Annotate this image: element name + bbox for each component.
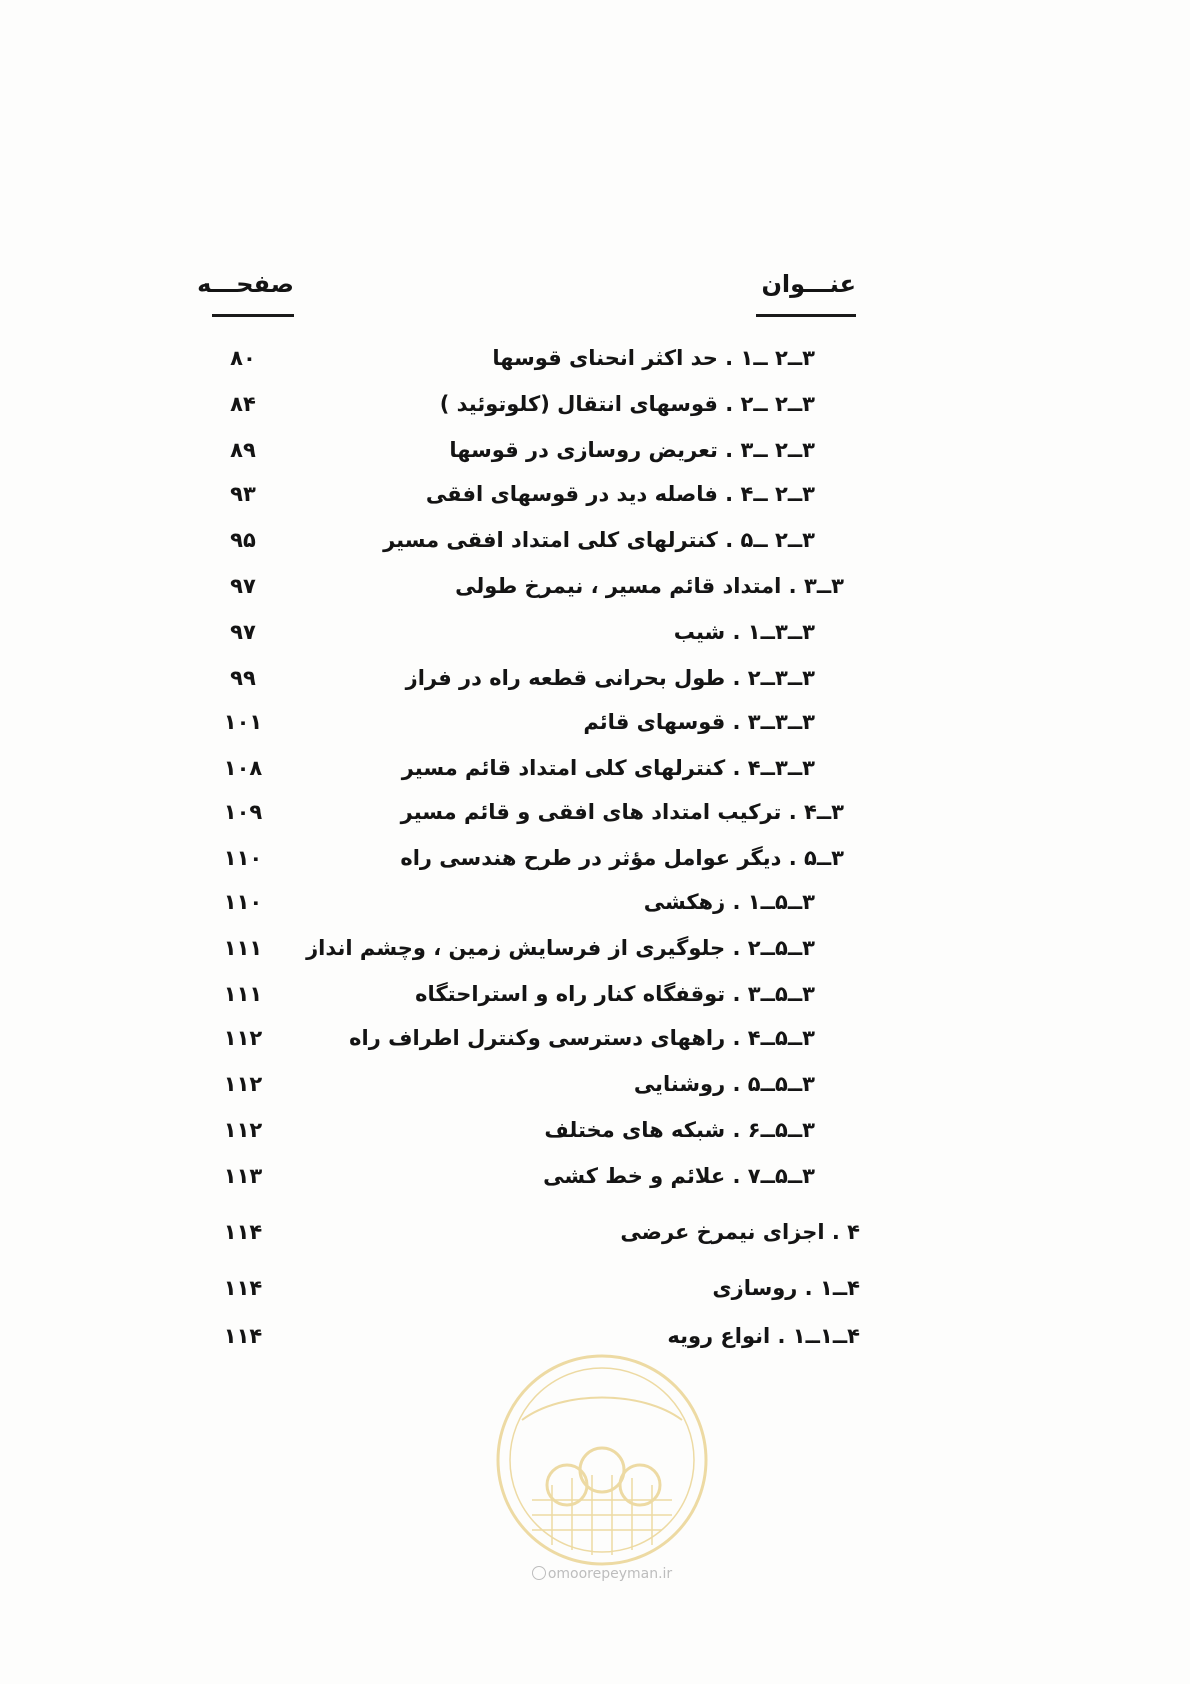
toc-page-number: ۱۱۳ [223,1164,263,1188]
at-icon [532,1566,546,1580]
toc-entry-title: ۳ــ۵ــ۵ . روشنایی [633,1072,815,1096]
toc-entry-title: ۳ــ۵ . دیگر عوامل مؤثر در طرح هندسی راه [400,846,844,870]
toc-entry-title: ۳ــ۳ــ۱ . شیب [673,620,815,644]
toc-entry-title: ۳ــ۳ . امتداد قائم مسیر ، نیمرخ طولی [455,574,844,598]
toc-page-number: ۹۹ [230,666,256,690]
toc-entry-title: ۳ــ۲ ــ۴ . فاصله دید در قوسهای افقی [425,482,815,506]
toc-page-number: ۱۱۴ [223,1220,263,1244]
toc-row [0,612,1190,652]
toc-page-number: ۱۱۲ [223,1026,263,1050]
watermark-logo [492,1350,712,1570]
toc-row [0,1156,1190,1196]
toc-entry-title: ۳ــ۲ ــ۲ . قوسهای انتقال (کلوتوئید ) [439,392,815,416]
toc-page-number: ۹۵ [230,528,256,552]
toc-entry-title: ۳ــ۳ــ۳ . قوسهای قائم [583,710,815,734]
toc-row [0,748,1190,788]
toc-entry-title: ۳ــ۵ــ۶ . شبکه های مختلف [544,1118,815,1142]
toc-row [0,1212,1190,1252]
toc-entry-title: ۴ــ۱ . روسازی [712,1276,860,1300]
toc-page-number: ۱۱۰ [223,846,263,870]
toc-page-number: ۱۰۱ [223,710,263,734]
toc-entry-title: ۳ــ۴ . ترکیب امتداد های افقی و قائم مسیر [400,800,844,824]
toc-page-number: ۱۱۴ [223,1324,263,1348]
toc-entry-title: ۳ــ۲ ــ۵ . کنترلهای کلی امتداد افقی مسیر [383,528,815,552]
toc-page-number: ۱۱۲ [223,1072,263,1096]
toc-row [0,1268,1190,1308]
toc-entry-title: ۴ . اجزای نیمرخ عرضی [620,1220,860,1244]
toc-page-number: ۹۳ [230,482,256,506]
toc-row [0,974,1190,1014]
toc-page-number: ۹۷ [230,574,256,598]
toc-entry-title: ۳ــ۳ــ۴ . کنترلهای کلی امتداد قائم مسیر [401,756,815,780]
toc-row [0,702,1190,742]
toc-entry-title: ۳ــ۳ــ۲ . طول بحرانی قطعه راه در فراز [405,666,815,690]
toc-row [0,882,1190,922]
toc-row [0,1018,1190,1058]
toc-entry-title: ۳ــ۵ــ۷ . علائم و خط کشی [543,1164,815,1188]
toc-page-number: ۸۴ [230,392,256,416]
toc-page-number: ۱۰۹ [223,800,263,824]
toc-row [0,430,1190,470]
toc-row [0,520,1190,560]
toc-row [0,1110,1190,1150]
toc-page-number: ۱۱۴ [223,1276,263,1300]
toc-page-number: ۹۷ [230,620,256,644]
toc-page-number: ۸۰ [230,346,256,370]
column-header-title: عنـــوان [756,270,856,317]
toc-row [0,566,1190,606]
toc-row [0,474,1190,514]
toc-row [0,792,1190,832]
toc-row [0,838,1190,878]
toc-row [0,338,1190,378]
toc-entry-title: ۳ــ۲ ــ۱ . حد اکثر انحنای قوسها [492,346,815,370]
toc-row [0,928,1190,968]
toc-row [0,658,1190,698]
toc-page-number: ۱۱۲ [223,1118,263,1142]
toc-page-number: ۸۹ [230,438,256,462]
toc-page-number: ۱۱۱ [223,936,263,960]
toc-entry-title: ۳ــ۵ــ۲ . جلوگیری از فرسایش زمین ، وچشم انداز [306,936,815,960]
toc-entry-title: ۳ــ۲ ــ۳ . تعریض روسازی در قوسها [449,438,815,462]
toc-page-number: ۱۱۰ [223,890,263,914]
toc-page-number: ۱۱۱ [223,982,263,1006]
column-header-page: صفحـــه [212,270,294,317]
toc-entry-title: ۳ــ۵ــ۳ . توقفگاه کنار راه و استراحتگاه [415,982,815,1006]
toc-entry-title: ۴ــ۱ــ۱ . انواع رویه [667,1324,860,1348]
toc-row [0,1064,1190,1104]
toc-page-number: ۱۰۸ [223,756,263,780]
watermark-url: omoorepeyman.ir [502,1566,702,1582]
toc-entry-title: ۳ــ۵ــ۱ . زهکشی [643,890,815,914]
toc-entry-title: ۳ــ۵ــ۴ . راههای دسترسی وکنترل اطراف راه [349,1026,815,1050]
toc-row [0,384,1190,424]
